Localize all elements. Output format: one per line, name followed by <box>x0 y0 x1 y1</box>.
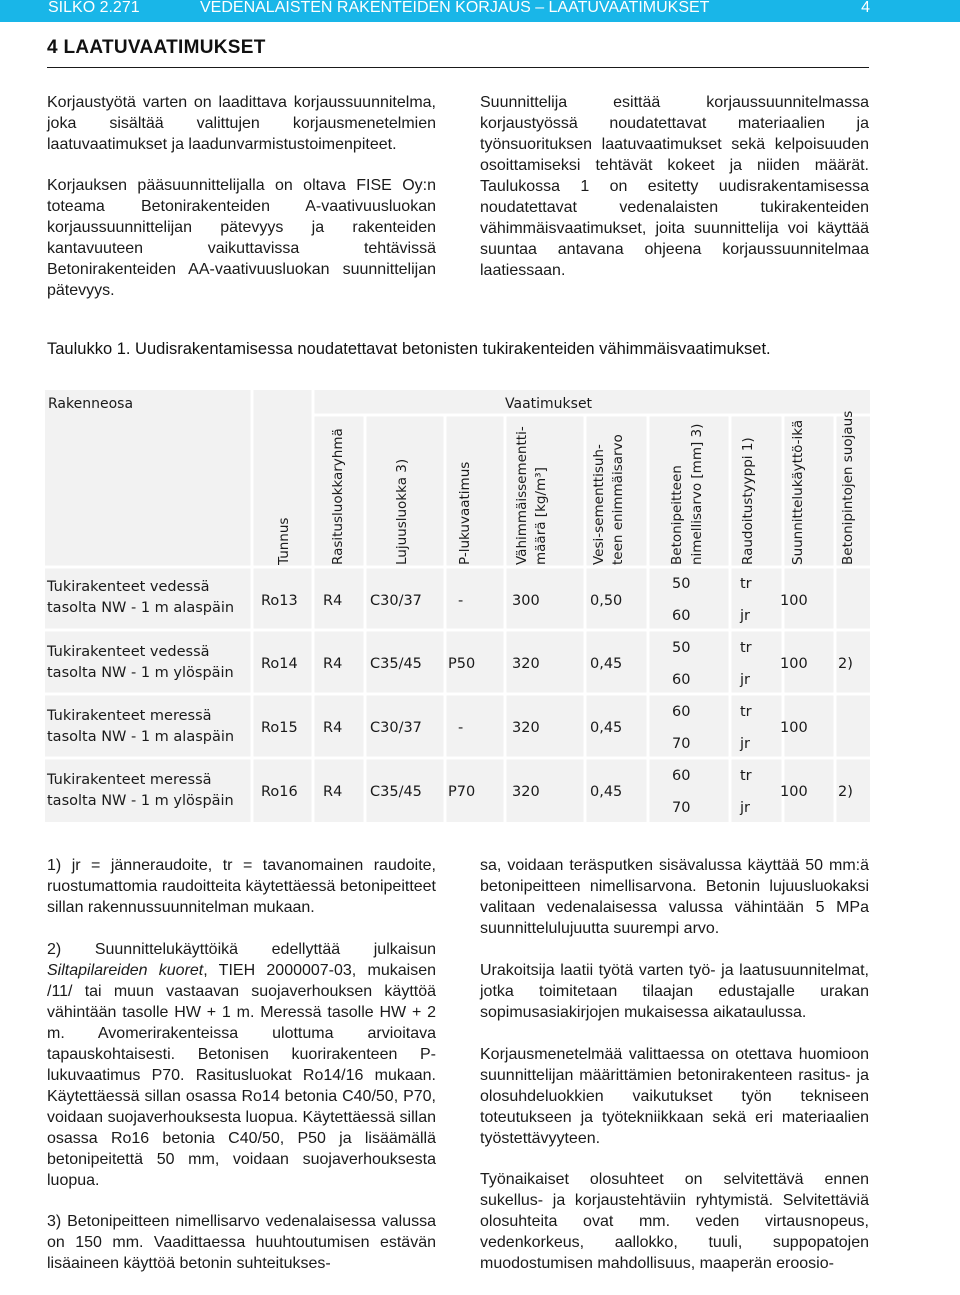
row-label-line1: Tukirakenteet vedessä <box>47 579 210 595</box>
cell-rasitus: R4 <box>323 784 343 800</box>
header-rasitusluokkaryhma: Rasitusluokkaryhmä <box>330 428 346 565</box>
group-vaatimukset: Vaatimukset <box>505 396 593 412</box>
group-rakenneosa: Rakenneosa <box>48 396 134 412</box>
header-suunnittelukayttoika: Suunnittelukäyttö-ikä <box>790 419 806 565</box>
table-caption: Taulukko 1. Uudisrakentamisessa noudatettavat betonisten tukirakenteiden vähimmäisvaatimukset. <box>47 340 771 358</box>
cell-rasitus: R4 <box>323 720 343 736</box>
footnote-2-publication-title: Siltapilareiden kuoret <box>47 962 204 979</box>
cell-peite1: 60 <box>672 768 691 784</box>
body-paragraph-1: sa, voidaan teräsputken sisävalussa käyttää 50 mm:ä betonipeitteen nimellisarvona. Betonin lujuusluokaksi valitaan vedenalaisessa valussa vähintään 5 MPa suunnittelulujuutta suurempi arvo. <box>480 857 869 937</box>
title-rule <box>47 67 869 68</box>
cell-rasitus: R4 <box>323 656 343 672</box>
cell-vs: 0,50 <box>590 593 623 609</box>
cell-suojaus: 2) <box>838 784 853 800</box>
cell-raud1: tr <box>740 768 752 784</box>
intro-paragraph-3: Suunnittelija esittää korjaussuunnitelmassa korjaustyössä noudatettavat materiaalien ja työnsuorituksen laatuvaatimukset sekä kelpoisuuden osoittamiseksi tehtävät kokeet ja niiden määrät. Taulukossa 1 on esitetty uudisrakentamisessa noudatettavat vedenalaisten tukirakenteiden vähimmäisvaatimukset, joita suunnittelija voi käyttää suuntaa antavana ohjeena korjaussuunnitelmaa laatiessaan. <box>480 94 869 279</box>
row-label-line1: Tukirakenteet meressä <box>47 772 212 788</box>
row-label-line2: tasolta NW - 1 m ylöspäin <box>47 665 234 681</box>
footnote-2-text-b: , TIEH 2000007-03, mukaisen /11/ tai muun vastaavan suojaverhouksen käyttöä vähintään tasolle HW + 1 m. Meressä tasolle HW + 2 m. Avomerirakenteissa ulottuma arvioitava tapauskohtaisesti. Betonisen kuorirakenteen P-lukuvaatimus P70. Rasitusluokat Ro14/16 mukaan. Käytettäessä sillan osassa Ro14 betonia C40/50, P70, voidaan suojaverhouksesta luopua. Käytettäessä sillan osassa Ro16 betonia C40/50, P50 ja lisäämällä betonipeitettä 50 mm, voidaan suojaverhouksesta luopua. <box>47 962 436 1189</box>
cell-lujuus: C30/37 <box>370 720 422 736</box>
header-betonipintojen-suojaus: Betonipintojen suojaus <box>840 410 856 565</box>
intro-paragraph-1: Korjaustyötä varten on laadittava korjaussuunnitelma, joka sisältää valittujen korjausmenetelmien laatuvaatimukset ja laadunvarmistustoimenpiteet. <box>47 94 436 153</box>
cell-peite1: 60 <box>672 704 691 720</box>
cell-p: - <box>458 593 464 609</box>
row-label-line2: tasolta NW - 1 m ylöspäin <box>47 793 234 809</box>
page-header <box>0 0 960 22</box>
footnote-2 <box>47 939 436 1191</box>
body-paragraph-4: Työnaikaiset olosuhteet on selvitettävä ennen sukellus- ja korjaustehtäviin ryhtymistä. Selvitettäviä olosuhteita ovat mm. veden virtausnopeus, vedenkorkeus, aallokko, tuuli, suppopatojen muodostumisen mahdollisuus, maaperän eroosio- <box>480 1171 869 1272</box>
cell-peite2: 60 <box>672 672 691 688</box>
cell-raud1: tr <box>740 704 752 720</box>
cell-raud2: jr <box>740 736 750 752</box>
header-vesisementtisuhde-1: Vesi-sementtisuh- <box>591 444 607 565</box>
cell-p: P70 <box>448 784 476 800</box>
cell-raud2: jr <box>740 608 750 624</box>
cell-sementti: 320 <box>512 720 540 736</box>
cell-raud1: tr <box>740 576 752 592</box>
requirements-table <box>45 390 870 822</box>
header-vesisementtisuhde-2: teen enimmäisarvo <box>610 434 626 565</box>
footnote-2-text-a: 2) Suunnittelukäyttöikä edellyttää julkaisun <box>47 941 436 958</box>
cell-raud2: jr <box>740 672 750 688</box>
row-label-line2: tasolta NW - 1 m alaspäin <box>47 729 235 745</box>
cell-tunnus: Ro14 <box>261 656 298 672</box>
cell-raud2: jr <box>740 800 750 816</box>
cell-peite1: 50 <box>672 640 691 656</box>
cell-lujuus: C30/37 <box>370 593 422 609</box>
header-sementtimaara-1: Vähimmäissementti- <box>514 426 530 565</box>
cell-sementti: 320 <box>512 784 540 800</box>
cell-rasitus: R4 <box>323 593 343 609</box>
header-raudoitustyyppi: Raudoitustyyppi 1) <box>740 437 756 565</box>
cell-peite2: 70 <box>672 736 691 752</box>
cell-lujuus: C35/45 <box>370 784 422 800</box>
cell-tunnus: Ro13 <box>261 593 298 609</box>
cell-peite2: 70 <box>672 800 691 816</box>
header-betonipeite-2: nimellisarvo [mm] 3) <box>689 423 705 565</box>
cell-ika: 100 <box>780 593 808 609</box>
body-paragraph-2: Urakoitsija laatii työtä varten työ- ja laatusuunnitelmat, jotka toimitetaan tilaajan edustajalle urakan sopimusasiakirjojen mukaisessa aikataulussa. <box>480 962 869 1021</box>
cell-raud1: tr <box>740 640 752 656</box>
page-number: 4 <box>861 0 870 16</box>
body-paragraph-3: Korjausmenetelmää valittaessa on otettava huomioon suunnittelijan määrittämien betonirakenteen rasitus- ja olosuhdeluokkien vaikutukset työn tekniseen toteutukseen ja työtekniikkaan sekä eri materiaalien työstettävyyteen. <box>480 1046 869 1147</box>
cell-tunnus: Ro15 <box>261 720 298 736</box>
cell-tunnus: Ro16 <box>261 784 298 800</box>
cell-sementti: 300 <box>512 593 540 609</box>
publication-title: VEDENALAISTEN RAKENTEIDEN KORJAUS – LAATUVAATIMUKSET <box>200 0 710 16</box>
cell-ika: 100 <box>780 784 808 800</box>
cell-p: P50 <box>448 656 476 672</box>
header-tunnus: Tunnus <box>276 517 292 565</box>
section-title: 4 LAATUVAATIMUKSET <box>47 37 266 58</box>
cell-vs: 0,45 <box>590 656 623 672</box>
cell-peite1: 50 <box>672 576 691 592</box>
intro-paragraph-2: Korjauksen pääsuunnittelijalla on oltava FISE Oy:n toteama Betonirakenteiden A-vaativuusluokan korjaussuunnittelijan pätevyys ja rakenteiden kantavuuteen vaikuttavissa tehtävissä Betonirakenteiden AA-vaativuusluokan suunnittelijan pätevyys. <box>47 177 436 299</box>
header-betonipeite-1: Betonipeitteen <box>669 465 685 565</box>
publication-code: SILKO 2.271 <box>48 0 140 16</box>
header-p-lukuvaatimus: P-lukuvaatimus <box>457 461 473 565</box>
footnote-1: 1) jr = jänneraudoite, tr = tavanomainen raudoite, ruostumattomia raudoitteita käytettäessä betonipeitteet sillan rakennussuunnitelman mukaan. <box>47 857 436 916</box>
cell-ika: 100 <box>780 656 808 672</box>
cell-lujuus: C35/45 <box>370 656 422 672</box>
table-graphic <box>45 390 870 822</box>
cell-peite2: 60 <box>672 608 691 624</box>
row-label-line2: tasolta NW - 1 m alaspäin <box>47 600 235 616</box>
cell-suojaus: 2) <box>838 656 853 672</box>
row-label-line1: Tukirakenteet meressä <box>47 708 212 724</box>
footnote-3: 3) Betonipeitteen nimellisarvo vedenalaisessa valussa on 150 mm. Vaadittaessa huuhtoutumisen estävän lisäaineen käyttöä betonin suhteitukses- <box>47 1213 436 1272</box>
row-label-line1: Tukirakenteet vedessä <box>47 644 210 660</box>
cell-vs: 0,45 <box>590 720 623 736</box>
cell-p: - <box>458 720 464 736</box>
header-lujuusluokka: Lujuusluokka 3) <box>394 458 410 565</box>
header-sementtimaara-2: määrä [kg/m³] <box>533 467 549 565</box>
cell-vs: 0,45 <box>590 784 623 800</box>
cell-ika: 100 <box>780 720 808 736</box>
cell-sementti: 320 <box>512 656 540 672</box>
